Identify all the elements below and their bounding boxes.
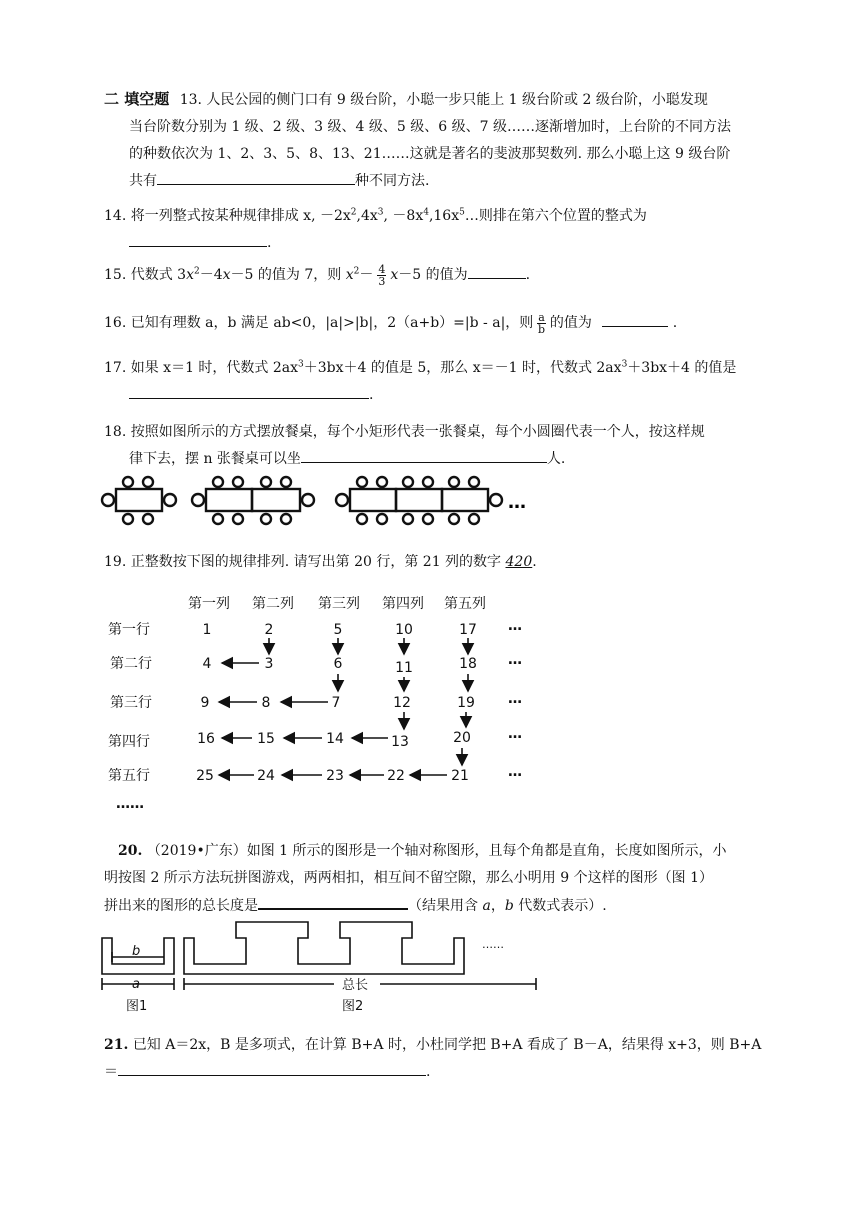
q15-text: 代数式 $3x^2-4x-5$ 的值为 7，则 $x^2-$ $\frac{4}{3}$ x－5 的值为 [130, 262, 468, 288]
q21-number: 21. [104, 1037, 129, 1053]
grid-cell: 6 [333, 656, 343, 672]
fig2-caption: 图2 [342, 999, 364, 1014]
grid-cell: 5 [333, 622, 343, 638]
row-header: 第四行 [108, 734, 150, 750]
grid-ellipsis: … [508, 764, 522, 780]
grid-cell: 20 [453, 730, 471, 746]
grid-cell: 1 [202, 622, 212, 638]
q14-number: 14. [104, 208, 127, 224]
q13-answer-blank[interactable] [157, 168, 355, 185]
grid-cell: 9 [200, 695, 210, 711]
q18-line2a: 律下去，摆 n 张餐桌可以坐 [129, 451, 301, 467]
fig1-caption: 图1 [126, 999, 148, 1014]
q17-number: 17. [104, 360, 127, 376]
fig2-shape [184, 922, 464, 974]
q16-answer-blank[interactable] [602, 310, 668, 327]
q13-line1: 人民公园的侧门口有 9 级台阶，小聪一步只能上 1 级台阶或 2 级台阶，小聪发现 [206, 92, 708, 108]
q13-line4b: 种不同方法. [355, 173, 430, 189]
q21-line1: 已知 A＝2x，B 是多项式，在计算 B+A 时，小杜同学把 B+A 看成了 B－A，结果得 x+3，则 B+A [132, 1037, 762, 1053]
q14-text: 将一列整式按某种规律排成 x, $-2x^2,4x^3$, $-8x^4,16x^5\dots$则排在第六个位置的整式为 [130, 207, 647, 224]
q17-answer-blank[interactable] [129, 382, 369, 399]
grid-cell: 3 [264, 656, 274, 672]
q15-number: 15. [104, 267, 127, 283]
question-17: 17. 如果 x＝1 时，代数式 $2ax^3+3bx+4$ 的值是 5，那么 x＝－1 时，代数式 $2ax^3+3bx+4$ 的值是 . [104, 359, 737, 403]
grid-cell: 21 [451, 768, 469, 784]
q15-fraction: $\frac{4}{3}$ [378, 262, 386, 288]
row-header: 第一行 [108, 622, 150, 638]
question-20: 20. （2019•广东）如图 1 所示的图形是一个轴对称图形，且每个角都是直角，长度如图所示，小 明按图 2 所示方法玩拼图游戏，两两相扣，相互间不留空隙，那么小明用 9 个这样的图形（图 1） 拼出来的图形的总长度是 （结果用含 a，b 代数式表示）. [104, 838, 764, 920]
question-16: 16. 已知有理数 a，b 满足 ab<0，|a|>|b|，2（a+b）=|b - a|，则 $\frac{a}{b}$ 的值为 . [104, 310, 678, 336]
q18-line1: 按照如图所示的方式摆放餐桌，每个小矩形代表一张餐桌，每个小圆圈代表一个人，按这样规 [130, 424, 705, 440]
question-18 [104, 419, 764, 473]
grid-cell: 8 [261, 695, 271, 711]
q13-line4a: 共有 [129, 173, 157, 189]
q20-line3a: 拼出来的图形的总长度是 [104, 898, 258, 914]
section-title: 二 填空题 [104, 90, 170, 108]
grid-cell: 12 [393, 695, 411, 711]
question-21: 21. 已知 A＝2x，B 是多项式，在计算 B+A 时，小杜同学把 B+A 看成了 B－A，结果得 x+3，则 B+A ＝ . [104, 1037, 762, 1080]
grid-cell: 10 [395, 622, 413, 638]
col-header: 第四列 [382, 596, 424, 612]
grid-cell: 23 [326, 768, 344, 784]
table-rect [116, 489, 162, 511]
col-header: 第五列 [444, 596, 486, 612]
q16-number: 16. [104, 315, 127, 331]
q16-text: 已知有理数 a，b 满足 ab<0，|a|>|b|，2（a+b）=|b - a|，则 $\frac{a}{b}$ 的值为 [130, 310, 592, 336]
grid-cell: 14 [326, 731, 344, 747]
q19-answer: 420 [505, 554, 533, 570]
q18-line2b: 人. [546, 451, 566, 467]
grid-cell: 24 [257, 768, 275, 784]
fig2-ellipsis: …… [482, 938, 504, 951]
grid-cell: 16 [197, 731, 215, 747]
q20-line2: 明按图 2 所示方法玩拼图游戏，两两相扣，相互间不留空隙，那么小明用 9 个这样的图形（图 1） [104, 870, 713, 886]
grid-ellipsis: … [508, 726, 522, 742]
grid-cell: 22 [387, 768, 405, 784]
grid-cell: 13 [391, 734, 409, 750]
grid-cell: 15 [257, 731, 275, 747]
q20-line1: （2019•广东）如图 1 所示的图形是一个轴对称图形，且每个角都是直角，长度如图所示，小 [146, 843, 727, 859]
number-grid-figure [104, 590, 544, 820]
q17-text: 如果 x＝1 时，代数式 $2ax^3+3bx+4$ 的值是 5，那么 x＝－1 时，代数式 $2ax^3+3bx+4$ 的值是 [130, 359, 737, 376]
row-header: 第三行 [110, 695, 152, 711]
table-figure-ellipsis: … [508, 492, 526, 513]
question-15: 15. 代数式 $3x^2-4x-5$ 的值为 7，则 $x^2-$ $\frac{4}{3}$ x－5 的值为 . [104, 262, 531, 288]
q21-answer-blank[interactable] [118, 1059, 426, 1076]
grid-cell: 7 [331, 695, 341, 711]
grid-cell: 17 [459, 622, 477, 638]
grid-cell: 2 [264, 622, 274, 638]
col-header: 第一列 [188, 596, 230, 612]
table-arrangement-figure [100, 474, 540, 530]
row-header: 第二行 [110, 656, 152, 672]
q14-answer-blank[interactable] [129, 230, 267, 247]
q15-answer-blank[interactable] [468, 262, 526, 279]
question-14: 14. 将一列整式按某种规律排成 x, $-2x^2,4x^3$, $-8x^4,16x^5\dots$则排在第六个位置的整式为 . [104, 207, 647, 251]
col-header: 第三列 [318, 596, 360, 612]
q20-answer-blank[interactable] [258, 892, 408, 910]
q13-line2: 当台阶数分别为 1 级、2 级、3 级、4 级、5 级、6 级、7 级……逐渐增加时，上台阶的不同方法 [129, 119, 731, 135]
q19-text: 正整数按下图的规律排列. 请写出第 20 行，第 21 列的数字 [130, 554, 502, 570]
puzzle-figures [98, 916, 548, 1016]
row-header: 第五行 [108, 768, 150, 784]
grid-cell: 19 [457, 695, 475, 711]
fig1-a-label: a [132, 977, 140, 992]
grid-more: …… [116, 796, 144, 812]
question-13 [104, 86, 764, 195]
grid-cell: 18 [459, 656, 477, 672]
grid-ellipsis: … [508, 691, 522, 707]
grid-cell: 4 [202, 656, 212, 672]
grid-cell: 11 [395, 660, 413, 676]
fig2-total-label: 总长 [342, 978, 369, 993]
q19-number: 19. [104, 554, 127, 570]
fig1-b-label: b [132, 944, 141, 959]
question-19: 19. 正整数按下图的规律排列. 请写出第 20 行，第 21 列的数字 420. [104, 554, 537, 570]
q18-number: 18. [104, 424, 127, 440]
q13-number: 13. [179, 92, 202, 108]
q20-number: 20. [118, 843, 143, 859]
q13-line3: 的种数依次为 1、2、3、5、8、13、21……这就是著名的斐波那契数列. 那么小聪上这 9 级台阶 [129, 146, 731, 162]
grid-ellipsis: … [508, 618, 522, 634]
q16-fraction: $\frac{a}{b}$ [538, 310, 546, 336]
grid-ellipsis: … [508, 652, 522, 668]
col-header: 第二列 [252, 596, 294, 612]
q18-answer-blank[interactable] [301, 446, 547, 463]
grid-cell: 25 [196, 768, 214, 784]
